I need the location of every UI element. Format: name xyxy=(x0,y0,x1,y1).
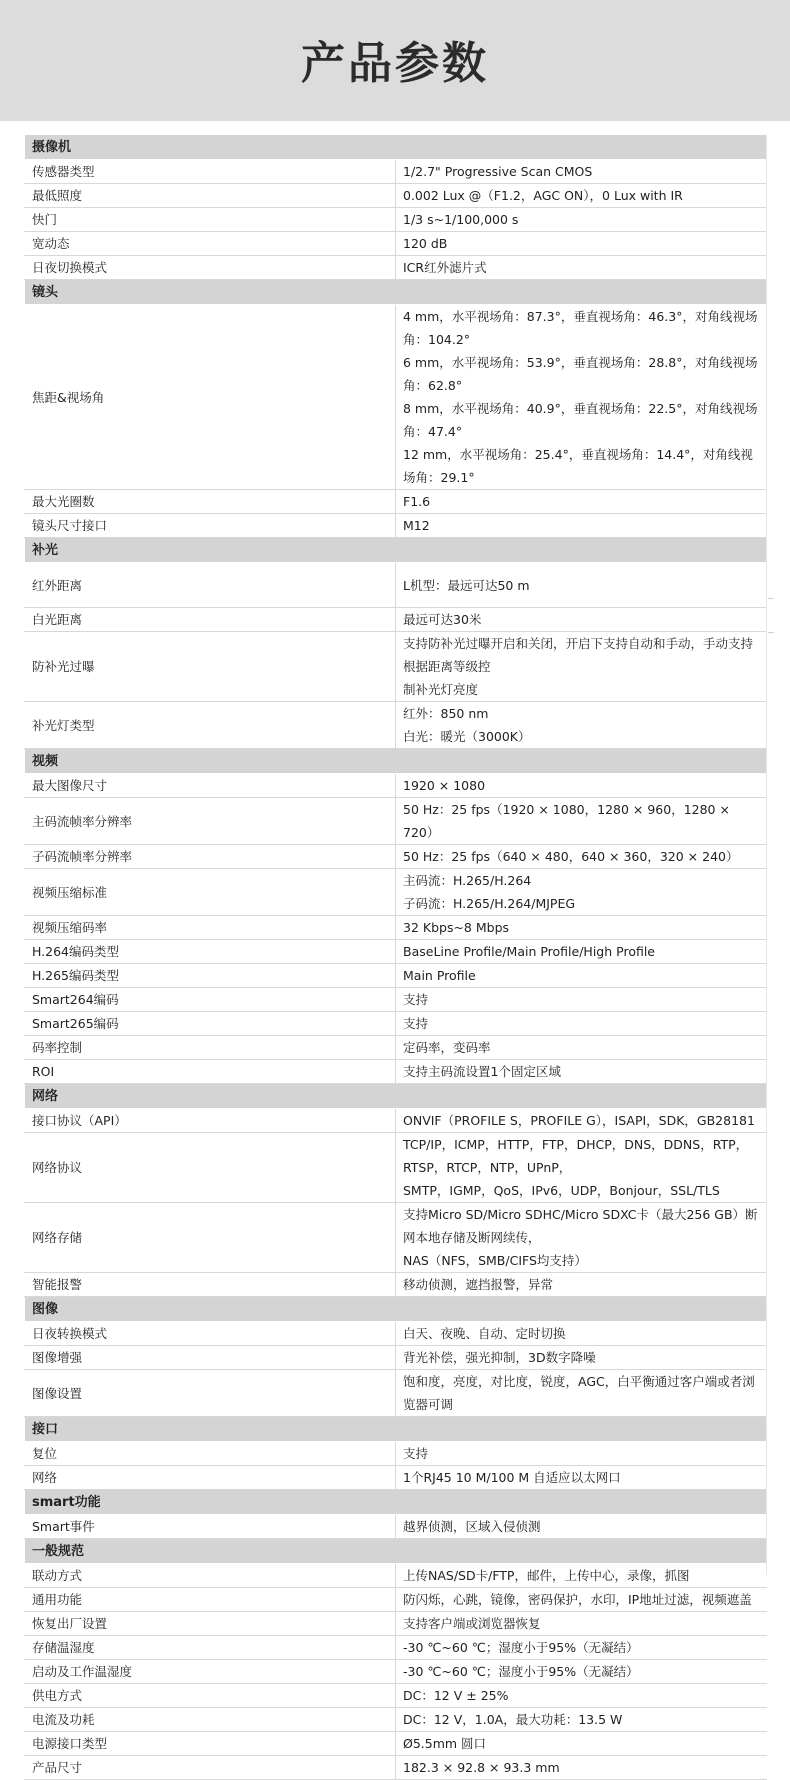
spec-value-line: 182.3 × 92.8 × 93.3 mm xyxy=(403,1760,560,1775)
spec-label: 最大图像尺寸 xyxy=(25,774,396,798)
spec-value xyxy=(396,1322,767,1346)
spec-label: 通用功能 xyxy=(25,1588,396,1612)
spec-value xyxy=(396,1370,767,1417)
section-title: 一般规范 xyxy=(25,1539,767,1564)
spec-value-line: 1920 × 1080 xyxy=(403,778,486,793)
spec-row xyxy=(25,964,767,988)
spec-value xyxy=(396,632,767,702)
spec-label: 焦距&视场角 xyxy=(25,305,396,490)
spec-label: ROI xyxy=(25,1060,396,1084)
spec-label: 图像增强 xyxy=(25,1346,396,1370)
spec-row xyxy=(25,160,767,184)
section-header-row xyxy=(25,1539,767,1564)
spec-label: 宽动态 xyxy=(25,232,396,256)
spec-value xyxy=(396,702,767,749)
spec-value xyxy=(396,563,767,608)
spec-value xyxy=(396,1109,767,1133)
spec-value-line: 支持客户端或浏览器恢复 xyxy=(403,1616,541,1631)
spec-row xyxy=(25,490,767,514)
spec-row xyxy=(25,988,767,1012)
spec-label: 主码流帧率分辨率 xyxy=(25,798,396,845)
spec-row xyxy=(25,845,767,869)
spec-row xyxy=(25,1564,767,1588)
section-header-row xyxy=(25,1490,767,1515)
spec-label: 联动方式 xyxy=(25,1564,396,1588)
spec-value xyxy=(396,1708,767,1732)
spec-row xyxy=(25,256,767,280)
spec-row xyxy=(25,1203,767,1273)
spec-value-line: 制补光灯亮度 xyxy=(403,682,479,697)
section-header-row xyxy=(25,1297,767,1322)
spec-row xyxy=(25,1732,767,1756)
spec-value xyxy=(396,869,767,916)
spec-value xyxy=(396,1564,767,1588)
spec-value-line: 32 Kbps~8 Mbps xyxy=(403,920,510,935)
spec-row xyxy=(25,632,767,702)
spec-value-line: 支持主码流设置1个固定区域 xyxy=(403,1064,561,1079)
spec-label: 网络 xyxy=(25,1466,396,1490)
spec-value-line: 6 mm，水平视场角：53.9°，垂直视场角：28.8°，对角线视场角：62.8° xyxy=(403,355,758,393)
spec-label: Smart265编码 xyxy=(25,1012,396,1036)
spec-row xyxy=(25,1060,767,1084)
spec-value-line: 120 dB xyxy=(403,236,448,251)
spec-row xyxy=(25,774,767,798)
spec-row xyxy=(25,940,767,964)
spec-row xyxy=(25,1466,767,1490)
spec-row xyxy=(25,798,767,845)
spec-label: 视频压缩码率 xyxy=(25,916,396,940)
spec-value-line: 8 mm，水平视场角：40.9°，垂直视场角：22.5°，对角线视场角：47.4° xyxy=(403,401,758,439)
spec-row xyxy=(25,1012,767,1036)
spec-value xyxy=(396,608,767,632)
spec-value xyxy=(396,208,767,232)
spec-row xyxy=(25,1588,767,1612)
spec-row xyxy=(25,1515,767,1539)
spec-value xyxy=(396,1012,767,1036)
spec-value-line: 支持防补光过曝开启和关闭，开启下支持自动和手动，手动支持根据距离等级控 xyxy=(403,636,754,674)
spec-value-line: M12 xyxy=(403,518,430,533)
spec-value-line: 饱和度，亮度，对比度，锐度，AGC，白平衡通过客户端或者浏览器可调 xyxy=(403,1374,755,1412)
spec-value xyxy=(396,1442,767,1466)
spec-value-line: 支持 xyxy=(403,992,429,1007)
spec-value xyxy=(396,988,767,1012)
spec-value-line: -30 ℃~60 ℃；湿度小于95%（无凝结） xyxy=(403,1640,639,1655)
spec-value-line: 白光：暖光（3000K） xyxy=(403,729,531,744)
spec-row xyxy=(25,1636,767,1660)
spec-row xyxy=(25,1442,767,1466)
spec-value-line: ONVIF（PROFILE S，PROFILE G），ISAPI，SDK，GB28181 xyxy=(403,1113,755,1128)
spec-value-line: DC：12 V，1.0A，最大功耗：13.5 W xyxy=(403,1712,623,1727)
spec-label: 防补光过曝 xyxy=(25,632,396,702)
spec-row xyxy=(25,1133,767,1203)
spec-label: 恢复出厂设置 xyxy=(25,1612,396,1636)
spec-row xyxy=(25,1370,767,1417)
spec-value-line: Ø5.5mm 圆口 xyxy=(403,1736,487,1751)
spec-value-line: 红外：850 nm xyxy=(403,706,489,721)
spec-value xyxy=(396,184,767,208)
spec-label: 快门 xyxy=(25,208,396,232)
spec-value xyxy=(396,916,767,940)
margin-tick xyxy=(768,632,774,633)
spec-value-line: 白天、夜晚、自动、定时切换 xyxy=(403,1326,566,1341)
spec-label: 智能报警 xyxy=(25,1273,396,1297)
section-header-row xyxy=(25,280,767,305)
section-title: 接口 xyxy=(25,1417,767,1442)
section-header-row xyxy=(25,135,767,160)
section-title: 网络 xyxy=(25,1084,767,1109)
section-title: 图像 xyxy=(25,1297,767,1322)
spec-value-line: 4 mm，水平视场角：87.3°，垂直视场角：46.3°，对角线视场角：104.2° xyxy=(403,309,758,347)
spec-value-line: 支持Micro SD/Micro SDHC/Micro SDXC卡（最大256 GB）断网本地存储及断网续传， xyxy=(403,1207,758,1245)
spec-row xyxy=(25,184,767,208)
spec-value xyxy=(396,1060,767,1084)
spec-label: 日夜转换模式 xyxy=(25,1322,396,1346)
spec-label: 白光距离 xyxy=(25,608,396,632)
spec-value-line: 12 mm，水平视场角：25.4°，垂直视场角：14.4°，对角线视场角：29.1° xyxy=(403,447,753,485)
page-title: 产品参数 xyxy=(301,37,489,89)
spec-label: 复位 xyxy=(25,1442,396,1466)
spec-row xyxy=(25,563,767,608)
spec-value xyxy=(396,514,767,538)
spec-row xyxy=(25,208,767,232)
spec-value-line: 防闪烁，心跳，镜像，密码保护，水印，IP地址过滤，视频遮盖 xyxy=(403,1592,752,1607)
spec-value xyxy=(396,160,767,184)
spec-table-container xyxy=(24,134,767,1780)
spec-label: 最大光圈数 xyxy=(25,490,396,514)
spec-value-line: TCP/IP，ICMP，HTTP，FTP，DHCP，DNS，DDNS，RTP，RTSP，RTCP，NTP，UPnP， xyxy=(403,1137,749,1175)
spec-label: 红外距离 xyxy=(25,563,396,608)
spec-row xyxy=(25,869,767,916)
spec-label: 日夜切换模式 xyxy=(25,256,396,280)
page-edge-line xyxy=(766,134,767,1575)
spec-row xyxy=(25,1036,767,1060)
spec-value xyxy=(396,774,767,798)
spec-label: 视频压缩标准 xyxy=(25,869,396,916)
spec-value-line: SMTP，IGMP，QoS，IPv6，UDP，Bonjour，SSL/TLS xyxy=(403,1183,720,1198)
spec-value-line: 越界侦测，区域入侵侦测 xyxy=(403,1519,541,1534)
spec-value-line: -30 ℃~60 ℃；湿度小于95%（无凝结） xyxy=(403,1664,639,1679)
margin-tick xyxy=(768,598,774,599)
spec-value xyxy=(396,256,767,280)
spec-row xyxy=(25,1612,767,1636)
spec-value xyxy=(396,964,767,988)
spec-label: Smart事件 xyxy=(25,1515,396,1539)
spec-row xyxy=(25,305,767,490)
spec-value xyxy=(396,490,767,514)
spec-value-line: 移动侦测，遮挡报警，异常 xyxy=(403,1277,554,1292)
spec-value-line: 最远可达30米 xyxy=(403,612,482,627)
section-header-row xyxy=(25,538,767,563)
spec-value xyxy=(396,1466,767,1490)
spec-row xyxy=(25,1660,767,1684)
spec-row xyxy=(25,514,767,538)
section-header-row xyxy=(25,1084,767,1109)
spec-label: 码率控制 xyxy=(25,1036,396,1060)
spec-row xyxy=(25,232,767,256)
spec-value-line: L机型：最远可达50 m xyxy=(403,577,530,593)
spec-value xyxy=(396,1515,767,1539)
spec-value xyxy=(396,1133,767,1203)
spec-value xyxy=(396,1273,767,1297)
spec-value xyxy=(396,1588,767,1612)
spec-row xyxy=(25,1708,767,1732)
spec-value xyxy=(396,940,767,964)
spec-value-line: 上传NAS/SD卡/FTP，邮件，上传中心，录像，抓图 xyxy=(403,1568,690,1583)
spec-value-line: 支持 xyxy=(403,1016,429,1031)
spec-value-line: 1/3 s~1/100,000 s xyxy=(403,212,519,227)
spec-value-line: ICR红外滤片式 xyxy=(403,260,487,275)
spec-value-line: 子码流：H.265/H.264/MJPEG xyxy=(403,896,576,911)
spec-value-line: 0.002 Lux @（F1.2，AGC ON），0 Lux with IR xyxy=(403,188,683,203)
spec-row xyxy=(25,1684,767,1708)
spec-row xyxy=(25,702,767,749)
spec-value-line: BaseLine Profile/Main Profile/High Profile xyxy=(403,944,656,959)
spec-value-line: 主码流：H.265/H.264 xyxy=(403,873,532,888)
page-header xyxy=(0,0,790,121)
spec-value xyxy=(396,1203,767,1273)
spec-value-line: F1.6 xyxy=(403,494,431,509)
spec-value xyxy=(396,305,767,490)
spec-value xyxy=(396,232,767,256)
spec-value-line: 定码率，变码率 xyxy=(403,1040,491,1055)
spec-value-line: NAS（NFS，SMB/CIFS均支持） xyxy=(403,1253,587,1268)
spec-label: 产品尺寸 xyxy=(25,1756,396,1780)
spec-value-line: 50 Hz：25 fps（640 × 480，640 × 360，320 × 240） xyxy=(403,849,739,864)
spec-value xyxy=(396,1346,767,1370)
spec-value xyxy=(396,1636,767,1660)
spec-label: 子码流帧率分辨率 xyxy=(25,845,396,869)
spec-row xyxy=(25,608,767,632)
spec-row xyxy=(25,1273,767,1297)
spec-label: 电流及功耗 xyxy=(25,1708,396,1732)
spec-label: 图像设置 xyxy=(25,1370,396,1417)
spec-value-line: 支持 xyxy=(403,1446,429,1461)
spec-label: 传感器类型 xyxy=(25,160,396,184)
spec-row xyxy=(25,1756,767,1780)
spec-label: 启动及工作温湿度 xyxy=(25,1660,396,1684)
spec-value xyxy=(396,1732,767,1756)
spec-value xyxy=(396,845,767,869)
spec-row xyxy=(25,1346,767,1370)
spec-label: Smart264编码 xyxy=(25,988,396,1012)
spec-label: H.265编码类型 xyxy=(25,964,396,988)
spec-value xyxy=(396,1612,767,1636)
spec-label: 镜头尺寸接口 xyxy=(25,514,396,538)
section-title: smart功能 xyxy=(25,1490,767,1515)
section-title: 摄像机 xyxy=(25,135,767,160)
spec-value xyxy=(396,1660,767,1684)
spec-label: 供电方式 xyxy=(25,1684,396,1708)
spec-label: 网络存储 xyxy=(25,1203,396,1273)
spec-label: 补光灯类型 xyxy=(25,702,396,749)
spec-label: H.264编码类型 xyxy=(25,940,396,964)
spec-value-line: 50 Hz：25 fps（1920 × 1080，1280 × 960，1280 × 720） xyxy=(403,802,730,840)
spec-row xyxy=(25,1109,767,1133)
spec-value-line: 1/2.7" Progressive Scan CMOS xyxy=(403,164,593,179)
section-title: 补光 xyxy=(25,538,767,563)
spec-value xyxy=(396,1036,767,1060)
section-title: 镜头 xyxy=(25,280,767,305)
section-header-row xyxy=(25,1417,767,1442)
spec-label: 最低照度 xyxy=(25,184,396,208)
spec-label: 网络协议 xyxy=(25,1133,396,1203)
spec-value-line: Main Profile xyxy=(403,968,476,983)
spec-value xyxy=(396,1684,767,1708)
spec-table xyxy=(24,134,767,1780)
spec-value xyxy=(396,1756,767,1780)
spec-value xyxy=(396,798,767,845)
section-title: 视频 xyxy=(25,749,767,774)
spec-row xyxy=(25,916,767,940)
spec-label: 电源接口类型 xyxy=(25,1732,396,1756)
spec-value-line: 背光补偿，强光抑制，3D数字降噪 xyxy=(403,1350,596,1365)
spec-row xyxy=(25,1322,767,1346)
section-header-row xyxy=(25,749,767,774)
spec-value-line: DC：12 V ± 25% xyxy=(403,1688,509,1703)
spec-label: 存储温湿度 xyxy=(25,1636,396,1660)
spec-label: 接口协议（API） xyxy=(25,1109,396,1133)
spec-value-line: 1个RJ45 10 M/100 M 自适应以太网口 xyxy=(403,1470,621,1485)
